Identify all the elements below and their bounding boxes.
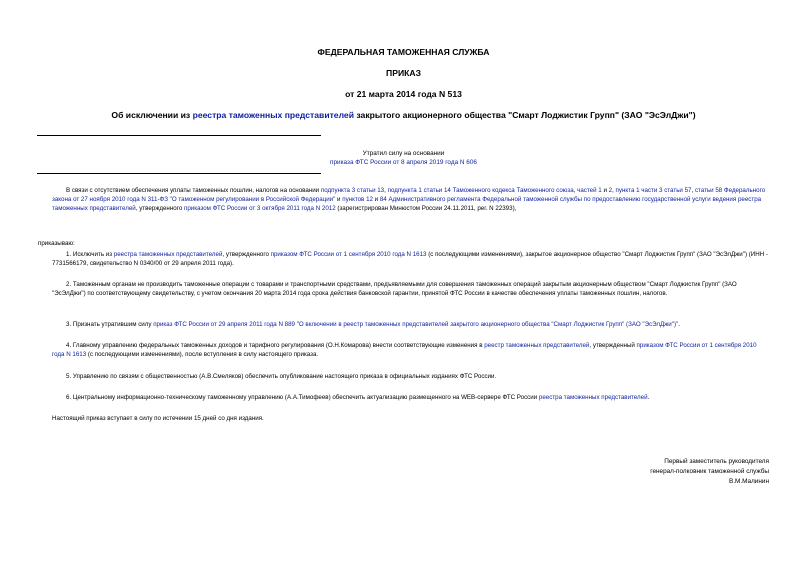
- validity-link[interactable]: приказа ФТС России от 8 апреля 2019 года N 606: [330, 159, 477, 166]
- order-link[interactable]: приказ ФТС России от 29 апреля 2011 года N 889 "О включении в реестр таможенных представителей закрытого акционерного общества "Смарт Лоджистик Групп" (ЗАО "ЭсЭлДжи")": [153, 321, 679, 328]
- law-link[interactable]: пунктов 12: [342, 196, 373, 203]
- text: (с последующими изменениями), после вступления в силу настоящего приказа.: [86, 351, 319, 358]
- law-link[interactable]: пункта 1 части 3 статьи 57: [615, 187, 692, 194]
- title-text-after: закрытого акционерного общества "Смарт Лоджистик Групп" (ЗАО "ЭсЭлДжи"): [354, 110, 696, 120]
- text: , утвержденный: [589, 342, 637, 349]
- item-2-paragraph: [52, 280, 768, 298]
- text: 2. Таможенным органам не производить таможенные операции с товарами и транспортными средствами, предъявляемыми для совершения таможенных операций закрытым акционерным обществом "Смарт Лоджистик Групп" (ЗАО "ЭсЭлДжи") по соответствующему свидетельству, с учетом окончания 20 марта 2014 года срока действия банковской гарантии, принятой ФТС России в качестве обеспечения уплаты таможенных пошлин, налогов.: [52, 281, 737, 297]
- item-3-paragraph: [52, 320, 768, 329]
- signature-block: [650, 457, 769, 487]
- preamble-paragraph: [52, 186, 768, 213]
- text: ,: [573, 187, 578, 194]
- text: и: [601, 187, 609, 194]
- text: 4. Главному управлению федеральных таможенных доходов и тарифного регулирования (О.Н.Комарова) внести соответствующие изменения в: [66, 342, 485, 349]
- date-number-heading: от 21 марта 2014 года N 513: [345, 89, 462, 99]
- text: , утвержденного: [222, 251, 271, 258]
- text: (зарегистрирован Минюстом России 24.11.2011, рег. N 22393),: [335, 205, 517, 212]
- order-link[interactable]: приказом ФТС России от 1 сентября 2010 года N 1613: [52, 342, 757, 358]
- validity-text: Утратил силу на основании: [362, 150, 445, 157]
- validity-note: [0, 149, 807, 167]
- signature-name: В.М.Малинин: [728, 478, 769, 485]
- text: ,: [612, 187, 616, 194]
- item-1-paragraph: [52, 250, 768, 268]
- effective-date-paragraph: [52, 414, 768, 423]
- law-link[interactable]: приказом ФТС России от 3 октября 2011 года N 2012: [183, 205, 336, 212]
- agency-heading: ФЕДЕРАЛЬНАЯ ТАМОЖЕННАЯ СЛУЖБА: [317, 47, 490, 57]
- signature-rank: генерал-полковник таможенной службы: [650, 468, 769, 475]
- law-link[interactable]: статьи 58 Федерального закона от 27 ноября 2010 года N 311-ФЗ "О таможенном регулировании в Российской Федерации": [52, 187, 766, 203]
- text: Настоящий приказ вступает в силу по истечении 15 дней со дня издания.: [52, 415, 264, 422]
- text: ,: [691, 187, 695, 194]
- text: 5. Управлению по связям с общественностью (А.В.Смеляков) обеспечить опубликование настоящего приказа в официальных изданиях ФТС России.: [66, 373, 497, 380]
- order-word: приказываю:: [38, 240, 75, 247]
- text: .: [678, 321, 680, 328]
- text: и: [335, 196, 343, 203]
- law-link[interactable]: подпункта 3 статьи 13: [320, 187, 385, 194]
- text: 1. Исключить из: [66, 251, 114, 258]
- text: .: [647, 394, 650, 401]
- title-text-before: Об исключении из: [111, 110, 193, 120]
- signature-position: Первый заместитель руководителя: [664, 458, 769, 465]
- text: , утвержденного: [135, 205, 184, 212]
- law-link[interactable]: подпункта 1 статьи 14 Таможенного кодекса Таможенного союза: [387, 187, 574, 194]
- order-link[interactable]: приказом ФТС России от 1 сентября 2010 года N 1613: [270, 251, 427, 258]
- title-registry-link[interactable]: реестра таможенных представителей: [192, 110, 354, 120]
- divider-top: [37, 135, 321, 136]
- divider-bottom: [37, 173, 321, 174]
- text: и: [372, 196, 380, 203]
- registry-link[interactable]: реестра таможенных представителей: [113, 251, 223, 258]
- item-6-paragraph: [52, 393, 768, 402]
- law-link[interactable]: 2: [608, 187, 613, 194]
- registry-link[interactable]: реестр таможенных представителей: [484, 342, 590, 349]
- text: 6. Центральному информационно-техническому таможенному управлению (А.А.Тимофеев) обеспечить актуализацию размещенного на WEB-сервере ФТС России: [66, 394, 539, 401]
- law-link[interactable]: 84 Административного регламента Федеральной таможенной службы по предоставлению государственной услуги ведения реестра таможенных представителей: [52, 196, 762, 212]
- text: 3. Признать утратившим силу: [66, 321, 154, 328]
- document-title: [0, 110, 807, 120]
- item-5-paragraph: [52, 372, 768, 381]
- text: (с последующими изменениями), закрытое акционерное общество "Смарт Лоджистик Групп" (ЗАО "ЭсЭлДжи") (ИНН - 7731566179, свидетельство N 0340/00 от 29 апреля 2011 года).: [52, 251, 768, 267]
- law-link[interactable]: частей 1: [577, 187, 602, 194]
- registry-link[interactable]: реестра таможенных представителей: [538, 394, 648, 401]
- item-4-paragraph: [52, 341, 768, 359]
- document-type-heading: ПРИКАЗ: [386, 68, 421, 78]
- text: ,: [384, 187, 388, 194]
- text: В связи с отсутствием обеспечения уплаты таможенных пошлин, налогов на основании: [66, 187, 321, 194]
